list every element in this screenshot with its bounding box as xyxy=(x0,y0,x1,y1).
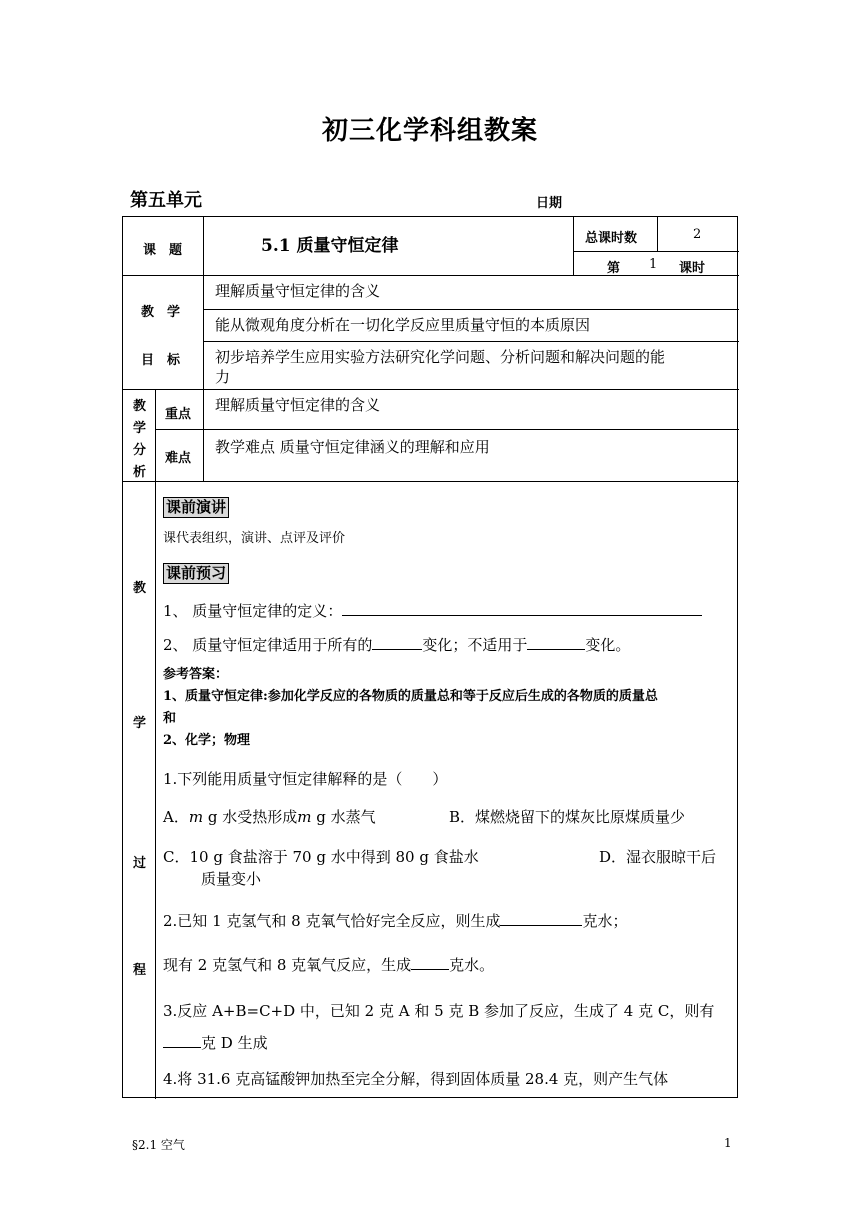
date-label: 日期 xyxy=(536,196,563,211)
objective-item: 力 xyxy=(215,368,231,386)
objectives-label-bottom: 目 标 xyxy=(141,353,181,368)
objective-item: 能从微观角度分析在一切化学反应里质量守恒的本质原因 xyxy=(215,316,591,334)
key-point-label: 重点 xyxy=(165,407,192,422)
process-label: 学 xyxy=(133,716,147,731)
analysis-label: 学 xyxy=(133,421,147,436)
difficulty-label: 难点 xyxy=(165,451,192,466)
answer-blank[interactable] xyxy=(411,955,449,970)
exercise-4: 4.将 31.6 克高锰酸钾加热至完全分解，得到固体质量 28.4 克，则产生气体 xyxy=(163,1070,669,1088)
exercise-3: 3.反应 A+B=C+D 中，已知 2 克 A 和 5 克 B 参加了反应，生成了 4 克 C，则有 xyxy=(163,1002,715,1020)
exercise-2: 2.已知 1 克氢气和 8 克氧气恰好完全反应，则生成 克水； xyxy=(163,912,628,930)
process-label: 教 xyxy=(133,581,147,596)
speech-heading: 课前演讲 xyxy=(163,497,229,518)
lesson-plan-table xyxy=(122,216,738,1098)
page-title: 初三化学科组教案 xyxy=(321,116,538,146)
process-label: 程 xyxy=(133,963,147,978)
exercise-3-continued: 克 D 生成 xyxy=(163,1033,268,1053)
answer-blank[interactable] xyxy=(500,911,582,926)
total-hours-value: 2 xyxy=(693,227,702,242)
answer-blank[interactable] xyxy=(527,635,585,650)
preview-heading: 课前预习 xyxy=(163,563,229,584)
page-number: 1 xyxy=(724,1136,732,1150)
topic-label: 课 题 xyxy=(143,243,183,258)
answer-blank[interactable] xyxy=(372,635,422,650)
process-label: 过 xyxy=(133,856,147,871)
answer-blank[interactable] xyxy=(163,1033,201,1048)
exercise-1-option-d: D．湿衣服晾干后 xyxy=(599,848,717,866)
topic-title: 5.1 质量守恒定律 xyxy=(261,236,399,256)
speech-text: 课代表组织，演讲、点评及评价 xyxy=(163,531,346,546)
lesson-prefix: 第 xyxy=(607,261,621,276)
key-point-text: 理解质量守恒定律的含义 xyxy=(215,396,381,414)
exercise-1: 1.下列能用质量守恒定律解释的是（ ） xyxy=(163,770,448,788)
objectives-label-top: 教 学 xyxy=(141,305,181,320)
preview-question-1: 1、 质量守恒定律的定义： xyxy=(163,601,702,621)
analysis-label: 教 xyxy=(133,399,147,414)
exercise-1-option-c: C．10 g 食盐溶于 70 g 水中得到 80 g 食盐水 xyxy=(163,848,479,866)
exercise-1-option-d-continued: 质量变小 xyxy=(201,870,262,888)
answer-label: 参考答案： xyxy=(163,667,229,682)
exercise-1-option-a: A．m g 水受热形成m g 水蒸气 xyxy=(163,808,376,826)
analysis-label: 析 xyxy=(133,465,147,480)
objective-item: 理解质量守恒定律的含义 xyxy=(215,282,381,300)
difficulty-text: 教学难点 质量守恒定律涵义的理解和应用 xyxy=(215,438,490,456)
lesson-suffix: 课时 xyxy=(679,261,706,276)
exercise-1-option-b: B．煤燃烧留下的煤灰比原煤质量少 xyxy=(449,808,686,826)
footer-section: §2.1 空气 xyxy=(132,1138,185,1152)
total-hours-label: 总课时数 xyxy=(585,231,638,246)
answer-1-continued: 和 xyxy=(163,711,177,726)
objective-item: 初步培养学生应用实验方法研究化学问题、分析问题和解决问题的能 xyxy=(215,348,666,366)
unit-label: 第五单元 xyxy=(130,190,202,211)
answer-2: 2、化学；物理 xyxy=(163,733,251,748)
lesson-number: 1 xyxy=(649,257,658,272)
answer-blank[interactable] xyxy=(342,601,702,616)
exercise-2-continued: 现有 2 克氢气和 8 克氧气反应，生成 克水。 xyxy=(163,956,495,974)
answer-1: 1、质量守恒定律:参加化学反应的各物质的质量总和等于反应后生成的各物质的质量总 xyxy=(163,689,658,704)
analysis-label: 分 xyxy=(133,443,147,458)
preview-question-2: 2、 质量守恒定律适用于所有的 变化；不适用于 变化。 xyxy=(163,636,631,654)
